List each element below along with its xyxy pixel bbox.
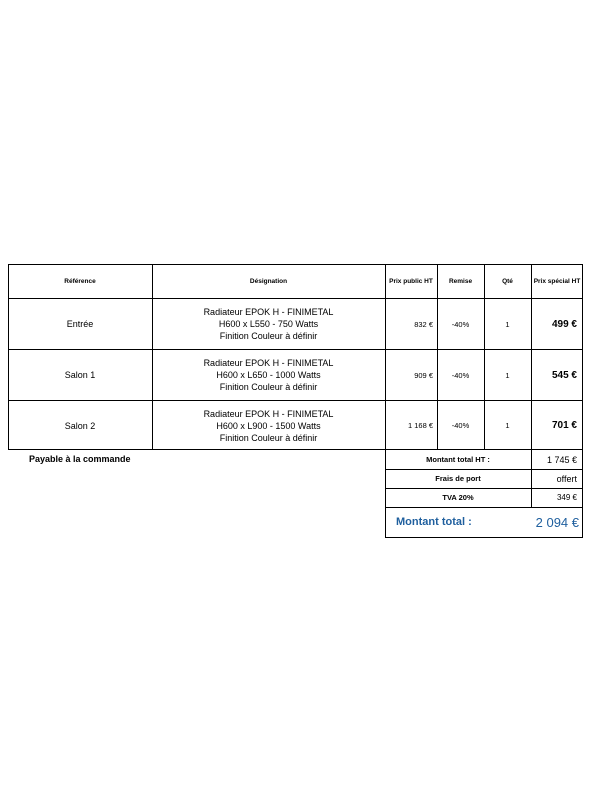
designation-line: H600 x L550 - 750 Watts — [218, 319, 319, 329]
frais-de-port-label: Frais de port — [435, 474, 481, 483]
header-remise: Remise — [448, 277, 473, 285]
cell-prix-special: 701 € — [551, 420, 577, 431]
designation-line: H600 x L900 - 1500 Watts — [216, 420, 321, 431]
payment-note: Payable à la commande — [29, 454, 131, 464]
cell-qte: 1 — [505, 370, 510, 380]
designation-line: Radiateur EPOK H - FINIMETAL — [203, 307, 334, 317]
designation-line: Radiateur EPOK H - FINIMETAL — [203, 358, 334, 368]
tva-value: 349 € — [556, 493, 577, 502]
cell-prix-special: 545 € — [551, 369, 577, 381]
header-prix-special: Prix spécial HT — [533, 277, 581, 285]
tva-label: TVA 20% — [442, 493, 474, 502]
designation-line: Radiateur EPOK H - FINIMETAL — [203, 408, 334, 419]
cell-reference: Salon 1 — [64, 370, 96, 380]
cell-remise: -40% — [451, 370, 470, 380]
cell-remise: -40% — [451, 421, 470, 430]
header-designation: Désignation — [249, 277, 288, 285]
cell-prix-public: 832 € — [414, 319, 433, 329]
header-qte: Qté — [502, 277, 513, 285]
montant-total-label: Montant total : — [396, 516, 472, 528]
cell-designation — [152, 299, 385, 349]
cell-qte: 1 — [505, 421, 510, 430]
cell-prix-public: 1 168 € — [407, 421, 433, 430]
cell-designation — [152, 401, 385, 450]
header-reference: Référence — [64, 277, 96, 285]
cell-reference: Salon 2 — [64, 420, 96, 431]
cell-remise: -40% — [451, 319, 470, 329]
cell-prix-special: 499 € — [551, 318, 577, 330]
designation-line: Finition Couleur à définir — [219, 382, 318, 392]
frais-de-port-value: offert — [556, 473, 577, 484]
montant-ht-label: Montant total HT : — [426, 455, 490, 464]
cell-qte: 1 — [505, 319, 510, 329]
cell-reference: Entrée — [66, 319, 94, 329]
cell-designation — [152, 350, 385, 400]
montant-ht-value: 1 745 € — [546, 454, 577, 465]
designation-line: Finition Couleur à définir — [219, 432, 318, 443]
designation-line: H600 x L650 - 1000 Watts — [216, 370, 321, 380]
montant-total-value: 2 094 € — [535, 514, 579, 530]
designation-line: Finition Couleur à définir — [219, 331, 318, 341]
cell-prix-public: 909 € — [414, 370, 433, 380]
header-prix-public: Prix public HT — [389, 277, 433, 285]
